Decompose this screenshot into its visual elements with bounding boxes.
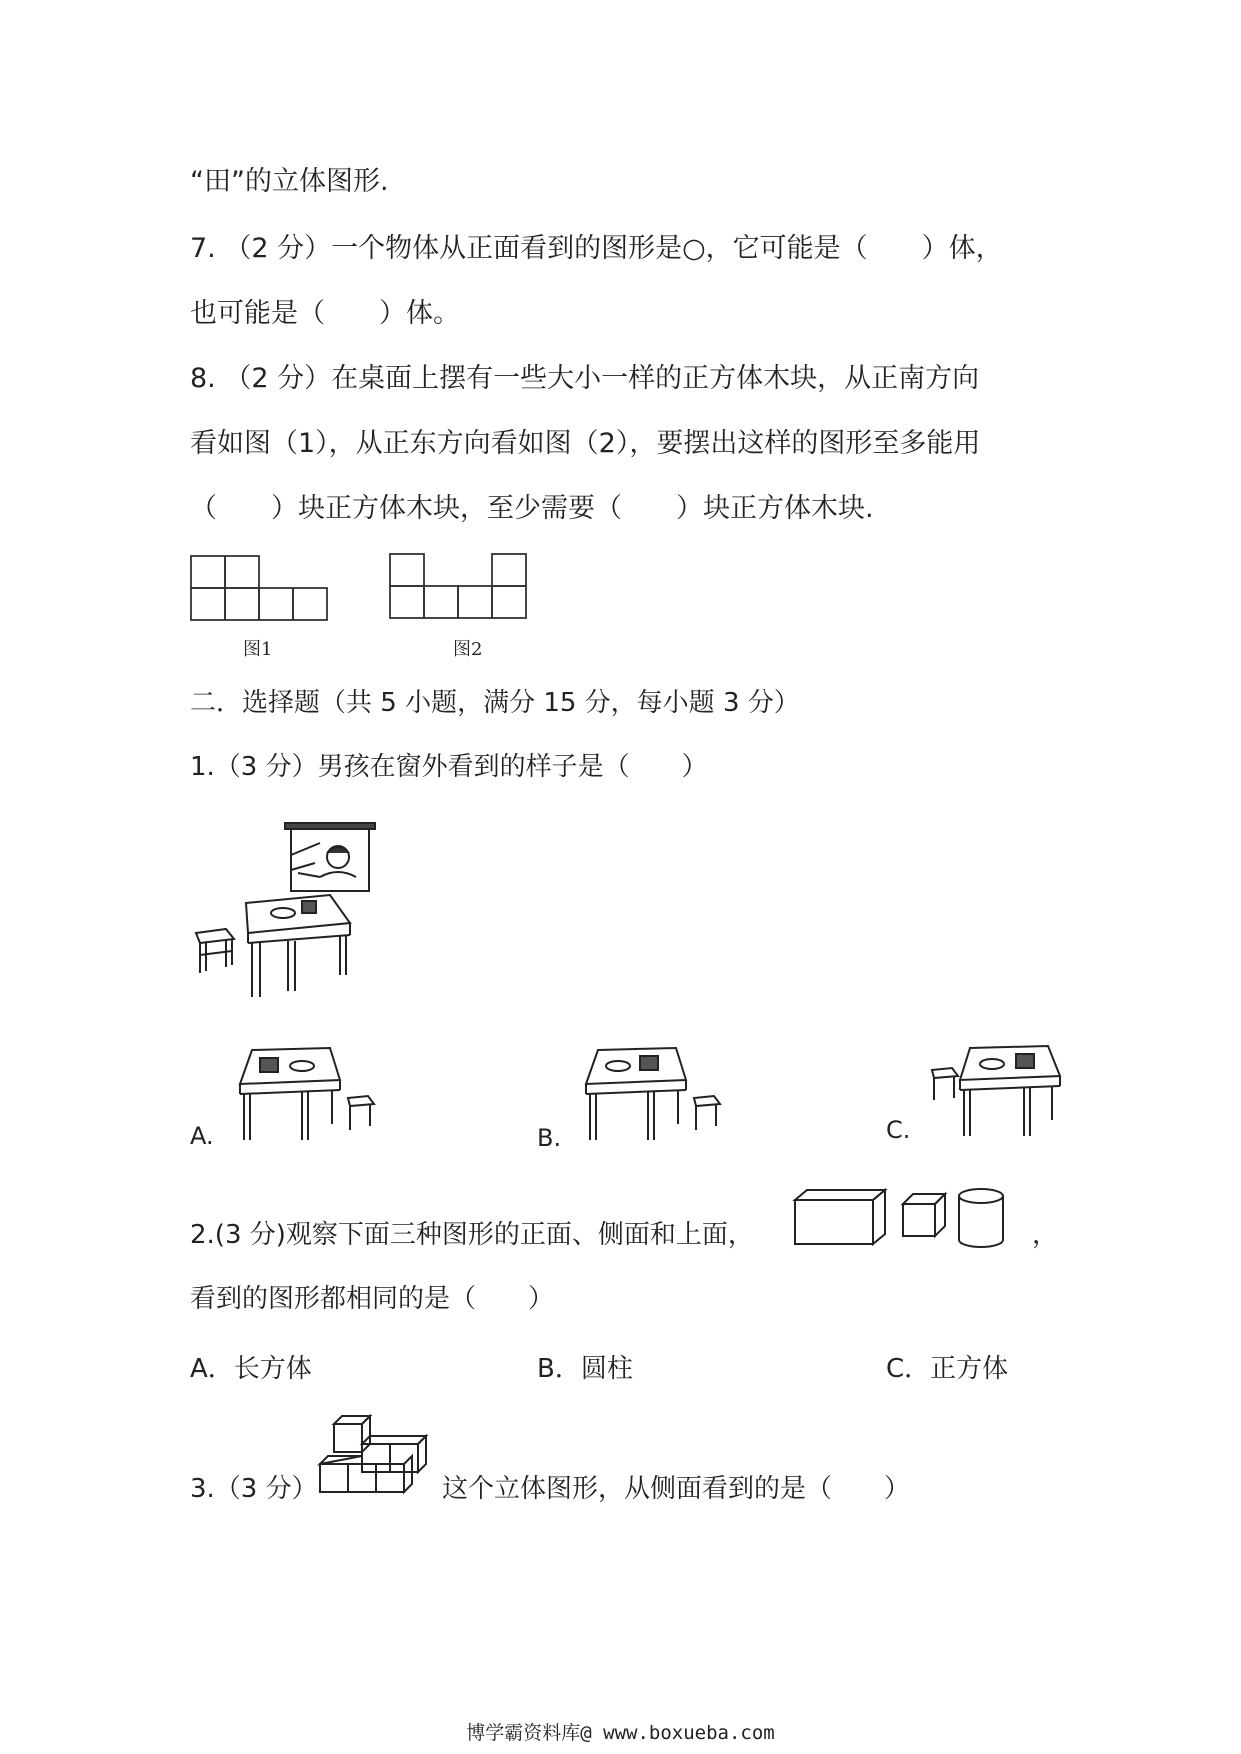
intro-line: “田”的立体图形. [190, 166, 389, 197]
option-a-illustration[interactable] [230, 1040, 380, 1145]
q8-figure-1-label: 图1 [243, 639, 273, 660]
c3-cube-stack [318, 1410, 448, 1510]
boy-window-scene-illustration [180, 815, 400, 1005]
c1-question: 1.（3 分）男孩在窗外看到的样子是（ ） [190, 752, 708, 782]
c2-question-start: 2.(3 分)观察下面三种图形的正面、侧面和上面， [190, 1220, 754, 1250]
q8-line3: （ ）块正方体木块，至少需要（ ）块正方体木块. [190, 493, 874, 524]
c2-option-b[interactable]: B．圆柱 [537, 1354, 633, 1384]
option-b-label: B. [537, 1124, 562, 1152]
c2-question-line2: 看到的图形都相同的是（ ） [190, 1284, 555, 1314]
c2-option-a[interactable]: A．长方体 [190, 1354, 312, 1384]
option-c-illustration[interactable] [930, 1040, 1070, 1140]
q8-figure-1 [190, 555, 330, 625]
c3-prefix: 3.（3 分） [190, 1474, 318, 1504]
footer-watermark: 博学霸资料库@ www.boxueba.com [466, 1722, 775, 1744]
option-c-label: C. [886, 1116, 911, 1144]
q8-line1: 8. （2 分）在桌面上摆有一些大小一样的正方体木块，从正南方向 [190, 363, 980, 394]
c2-question-end: ， [1032, 1220, 1059, 1250]
q8-figure-2-label: 图2 [453, 639, 483, 660]
c3-suffix: 这个立体图形，从侧面看到的是（ ） [442, 1474, 911, 1504]
q8-figure-2 [389, 553, 529, 623]
q7-line1: 7. （2 分）一个物体从正面看到的图形是○，它可能是（ ）体， [190, 233, 1003, 264]
c2-solid-shapes [793, 1186, 1033, 1256]
q8-line2: 看如图（1），从正东方向看如图（2），要摆出这样的图形至多能用 [190, 428, 981, 459]
c2-option-c[interactable]: C．正方体 [886, 1354, 1009, 1384]
section2-title: 二．选择题（共 5 小题，满分 15 分，每小题 3 分） [190, 688, 800, 718]
q7-line2: 也可能是（ ）体。 [190, 298, 460, 329]
option-a-label: A. [190, 1122, 214, 1150]
option-b-illustration[interactable] [576, 1040, 726, 1145]
